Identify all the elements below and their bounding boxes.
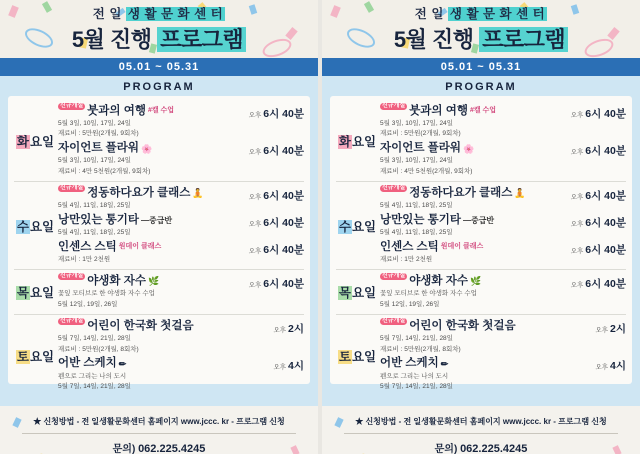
program-meta: 5월 3일, 10일, 17일, 24일 — [380, 119, 453, 127]
contact-label: 문의) — [434, 444, 458, 454]
day-label-cell — [336, 318, 378, 393]
program-time-value: 4시 — [610, 360, 626, 373]
program-time — [564, 105, 626, 121]
day-label-cell — [336, 273, 378, 311]
program-ampm: 오후 — [570, 281, 584, 289]
program-meta: 재료비 : 5만원(2개월, 8회차) — [380, 345, 461, 353]
day-group — [14, 270, 304, 315]
program-meta: 펜으로 그리는 나의 도시 — [58, 372, 127, 380]
day-label-rest: 요일 — [29, 349, 55, 364]
contact-line — [0, 440, 318, 454]
flower-icon: 🌸 — [462, 143, 475, 154]
yoga-icon: 🧘 — [514, 188, 526, 199]
program-rows — [56, 103, 304, 178]
program-time-value: 6시 40분 — [263, 189, 304, 202]
program-time-value: 6시 40분 — [263, 216, 304, 229]
program-time — [242, 142, 304, 158]
apply-instructions: ★ 신청방법 - 전 일생활문화센터 홈페이지 www.jccc. kr - 프로그램 신청 — [33, 417, 285, 426]
program-title: 낭만있는 통기타 — [58, 213, 139, 226]
day-label-rest: 요일 — [29, 286, 55, 301]
new-badge: 신규개설 — [382, 317, 406, 324]
center-name — [415, 4, 547, 22]
day-label-cell — [14, 273, 56, 311]
center-name-highlight: 생 활 문 화 센 터 — [127, 7, 224, 21]
program-title: 야생화 자수 — [409, 274, 468, 287]
pencil-icon: ✏ — [118, 358, 127, 369]
program-ampm: 오후 — [595, 326, 609, 334]
program-body — [322, 96, 640, 406]
program-time — [242, 187, 304, 203]
day-label-tag: 화 — [16, 134, 29, 149]
program-subnote: 원데이 클래스 — [118, 243, 162, 251]
day-label-tag: 화 — [338, 134, 351, 149]
program-ampm: 오후 — [248, 247, 262, 255]
program-ampm: 오후 — [273, 326, 287, 334]
day-label — [338, 347, 376, 365]
program-ampm: 오후 — [248, 281, 262, 289]
contact-label: 문의) — [112, 444, 136, 454]
program-subnote: #캘 수업 — [147, 107, 175, 115]
center-name-pre: 전 일 — [414, 7, 444, 21]
program-row[interactable] — [56, 212, 304, 239]
program-row[interactable] — [378, 185, 626, 212]
day-label-cell — [336, 185, 378, 266]
yoga-icon: 🧘 — [192, 188, 204, 199]
program-title: 자이언트 플라워 — [380, 142, 461, 155]
program-card — [8, 96, 310, 391]
program-meta: 꽃잎 모티브로 한 야생화 자수 수업 — [58, 290, 155, 298]
new-badge: 신규개설 — [60, 102, 84, 109]
program-title: 낭만있는 통기타 — [380, 213, 461, 226]
program-row[interactable] — [378, 141, 626, 179]
program-rows — [378, 273, 626, 311]
program-subnote: 원데이 클래스 — [440, 243, 484, 251]
center-name — [93, 4, 225, 22]
poster-banner — [0, 0, 318, 58]
program-header: PROGRAM — [322, 76, 640, 96]
day-group — [336, 270, 626, 315]
center-name-pre: 전 일 — [92, 7, 122, 21]
program-time-value: 6시 40분 — [585, 216, 626, 229]
program-row[interactable] — [378, 356, 626, 394]
program-meta: 재료비 : 5만원(2개월, 8회차) — [58, 345, 139, 353]
new-badge: 신규개설 — [382, 273, 406, 279]
program-ampm: 오후 — [248, 193, 262, 201]
flower-icon: 🌸 — [140, 143, 153, 154]
program-meta: 5월 7일, 14일, 21일, 28일 — [380, 334, 453, 342]
program-title: 어반 스케치 — [380, 357, 439, 370]
program-time — [564, 214, 626, 230]
footer-divider — [22, 433, 295, 434]
poster-right — [322, 0, 640, 454]
page-title-highlight: 프로그램 — [479, 27, 568, 52]
day-label-tag: 토 — [338, 349, 351, 364]
program-header: PROGRAM — [0, 76, 318, 96]
program-rows — [56, 185, 304, 266]
program-time-value: 2시 — [288, 322, 304, 335]
day-group — [336, 182, 626, 270]
day-label-cell — [14, 185, 56, 266]
day-group — [14, 182, 304, 270]
program-time — [242, 214, 304, 230]
poster-footer — [322, 406, 640, 454]
day-label-rest: 요일 — [29, 134, 55, 149]
program-meta: 재료비 : 1만 2천원 — [380, 256, 433, 264]
program-meta: 5월 12일, 19일, 26일 — [58, 300, 118, 308]
program-subnote: #캘 수업 — [469, 107, 497, 115]
footer-divider — [344, 433, 617, 434]
day-label-tag: 목 — [16, 286, 29, 301]
program-time — [564, 187, 626, 203]
day-group — [14, 100, 304, 182]
program-ampm: 오후 — [248, 149, 262, 157]
contact-line — [322, 440, 640, 454]
program-time-value: 6시 40분 — [263, 277, 304, 290]
day-label-rest: 요일 — [351, 286, 377, 301]
program-row[interactable] — [378, 212, 626, 239]
day-label — [16, 283, 54, 301]
day-group — [14, 315, 304, 396]
program-meta: 재료비 : 4만 5천원(2개월, 9회차) — [58, 168, 151, 176]
program-time — [564, 357, 626, 373]
contact-number: 062.225.4245 — [138, 443, 206, 454]
program-row[interactable] — [378, 273, 626, 311]
program-meta: 5월 4일, 11일, 18일, 25일 — [380, 202, 453, 210]
day-label-cell — [14, 318, 56, 393]
program-time — [242, 241, 304, 257]
program-rows — [378, 318, 626, 393]
day-label — [338, 283, 376, 301]
day-label-rest: 요일 — [351, 349, 377, 364]
day-label — [338, 217, 376, 235]
program-body — [0, 96, 318, 406]
program-ampm: 오후 — [248, 111, 262, 119]
day-label-rest: 요일 — [351, 219, 377, 234]
program-title: 어반 스케치 — [58, 357, 117, 370]
poster-footer — [0, 406, 318, 454]
new-badge: 신규개설 — [60, 317, 84, 324]
date-range: 05.01 ~ 05.31 — [0, 58, 318, 76]
program-meta: 5월 4일, 11일, 18일, 25일 — [380, 229, 453, 237]
program-meta: 5월 4일, 11일, 18일, 25일 — [58, 229, 131, 237]
program-time-value: 4시 — [288, 360, 304, 373]
program-row[interactable] — [56, 239, 304, 266]
poster-banner — [322, 0, 640, 58]
program-title: 어린이 한국화 첫걸음 — [409, 319, 516, 332]
contact-number: 062.225.4245 — [460, 443, 528, 454]
program-meta: 재료비 : 5만원(2개월, 9회차) — [58, 130, 139, 138]
program-meta: 5월 7일, 14일, 21일, 28일 — [58, 334, 131, 342]
program-ampm: 오후 — [570, 111, 584, 119]
program-time — [564, 275, 626, 291]
program-time-value: 6시 40분 — [585, 243, 626, 256]
day-label — [338, 132, 376, 150]
program-ampm: 오후 — [595, 364, 609, 372]
day-label-rest: 요일 — [29, 219, 55, 234]
program-ampm: 오후 — [248, 220, 262, 228]
program-time — [242, 357, 304, 373]
program-row[interactable] — [56, 273, 304, 311]
program-row[interactable] — [56, 185, 304, 212]
program-meta: 5월 3일, 10일, 17일, 24일 — [58, 157, 131, 165]
center-name-highlight: 생 활 문 화 센 터 — [449, 7, 546, 21]
program-meta: 5월 4일, 11일, 18일, 25일 — [58, 202, 131, 210]
new-badge: 신규개설 — [382, 102, 406, 109]
program-time-value: 2시 — [610, 322, 626, 335]
program-ampm: 오후 — [273, 364, 287, 372]
program-meta: 5월 12일, 19일, 26일 — [380, 300, 440, 308]
program-ampm: 오후 — [570, 247, 584, 255]
day-group — [336, 315, 626, 396]
leaf-icon: 🌿 — [469, 276, 482, 287]
page-title-pre: 5월 진행 — [71, 27, 152, 52]
program-meta: 펜으로 그리는 나의 도시 — [380, 372, 449, 380]
day-label-cell — [14, 103, 56, 178]
program-title: 붓과의 여행 — [409, 104, 468, 117]
day-label-rest: 요일 — [351, 134, 377, 149]
program-meta: 5월 7일, 14일, 21일, 28일 — [380, 383, 453, 391]
program-time-value: 6시 40분 — [263, 145, 304, 158]
program-rows — [56, 318, 304, 393]
program-title: 인센스 스틱 — [380, 240, 439, 253]
program-row[interactable] — [56, 141, 304, 179]
program-ampm: 오후 — [570, 220, 584, 228]
program-title: 붓과의 여행 — [87, 104, 146, 117]
program-row[interactable] — [56, 103, 304, 141]
day-label-cell — [336, 103, 378, 178]
program-time — [564, 241, 626, 257]
program-row[interactable] — [378, 318, 626, 356]
program-time-value: 6시 40분 — [585, 107, 626, 120]
day-group — [336, 100, 626, 182]
program-meta: 5월 7일, 14일, 21일, 28일 — [58, 383, 131, 391]
program-rows — [56, 273, 304, 311]
program-time — [242, 275, 304, 291]
program-title: 어린이 한국화 첫걸음 — [87, 319, 194, 332]
program-title: 정동하다요가 클래스 — [87, 186, 191, 199]
new-badge: 신규개설 — [60, 185, 84, 192]
day-label — [16, 347, 54, 365]
program-time — [242, 320, 304, 336]
program-card — [330, 96, 632, 391]
program-meta: 재료비 : 4만 5천원(2개월, 9회차) — [380, 168, 473, 176]
program-title: 인센스 스틱 — [58, 240, 117, 253]
program-title: 야생화 자수 — [87, 274, 146, 287]
page-title-pre: 5월 진행 — [393, 27, 474, 52]
program-rows — [378, 103, 626, 178]
program-time-value: 6시 40분 — [263, 107, 304, 120]
program-row[interactable] — [378, 103, 626, 141]
day-label-tag: 목 — [338, 286, 351, 301]
new-badge: 신규개설 — [60, 273, 84, 279]
program-time — [242, 105, 304, 121]
program-time-value: 6시 40분 — [585, 145, 626, 158]
program-ampm: 오후 — [570, 149, 584, 157]
day-label-tag: 토 — [16, 349, 29, 364]
date-range: 05.01 ~ 05.31 — [322, 58, 640, 76]
program-time-value: 6시 40분 — [585, 189, 626, 202]
program-time-value: 6시 40분 — [263, 243, 304, 256]
program-title: 자이언트 플라워 — [58, 142, 139, 155]
page-title-highlight: 프로그램 — [157, 27, 246, 52]
leaf-icon: 🌿 — [147, 276, 160, 287]
program-level: —중급반 — [140, 215, 173, 225]
program-time — [564, 320, 626, 336]
program-title: 정동하다요가 클래스 — [409, 186, 513, 199]
poster-left — [0, 0, 318, 454]
program-meta: 재료비 : 5만원(2개월, 9회차) — [380, 130, 461, 138]
pencil-icon: ✏ — [440, 358, 449, 369]
day-label-tag: 수 — [16, 219, 29, 234]
program-meta: 재료비 : 1만 2천원 — [58, 256, 111, 264]
page-title — [72, 23, 246, 54]
program-rows — [378, 185, 626, 266]
program-ampm: 오후 — [570, 193, 584, 201]
new-badge: 신규개설 — [382, 185, 406, 192]
program-row[interactable] — [378, 239, 626, 266]
program-time-value: 6시 40분 — [585, 277, 626, 290]
program-row[interactable] — [56, 318, 304, 356]
program-level: —중급반 — [462, 215, 495, 225]
day-label — [16, 132, 54, 150]
program-meta: 5월 3일, 10일, 17일, 24일 — [58, 119, 131, 127]
program-meta: 5월 3일, 10일, 17일, 24일 — [380, 157, 453, 165]
program-meta: 꽃잎 모티브로 한 야생화 자수 수업 — [380, 290, 477, 298]
program-time — [564, 142, 626, 158]
apply-instructions: ★ 신청방법 - 전 일생활문화센터 홈페이지 www.jccc. kr - 프로그램 신청 — [355, 417, 607, 426]
day-label-tag: 수 — [338, 219, 351, 234]
page-title — [394, 23, 568, 54]
program-row[interactable] — [56, 356, 304, 394]
day-label — [16, 217, 54, 235]
